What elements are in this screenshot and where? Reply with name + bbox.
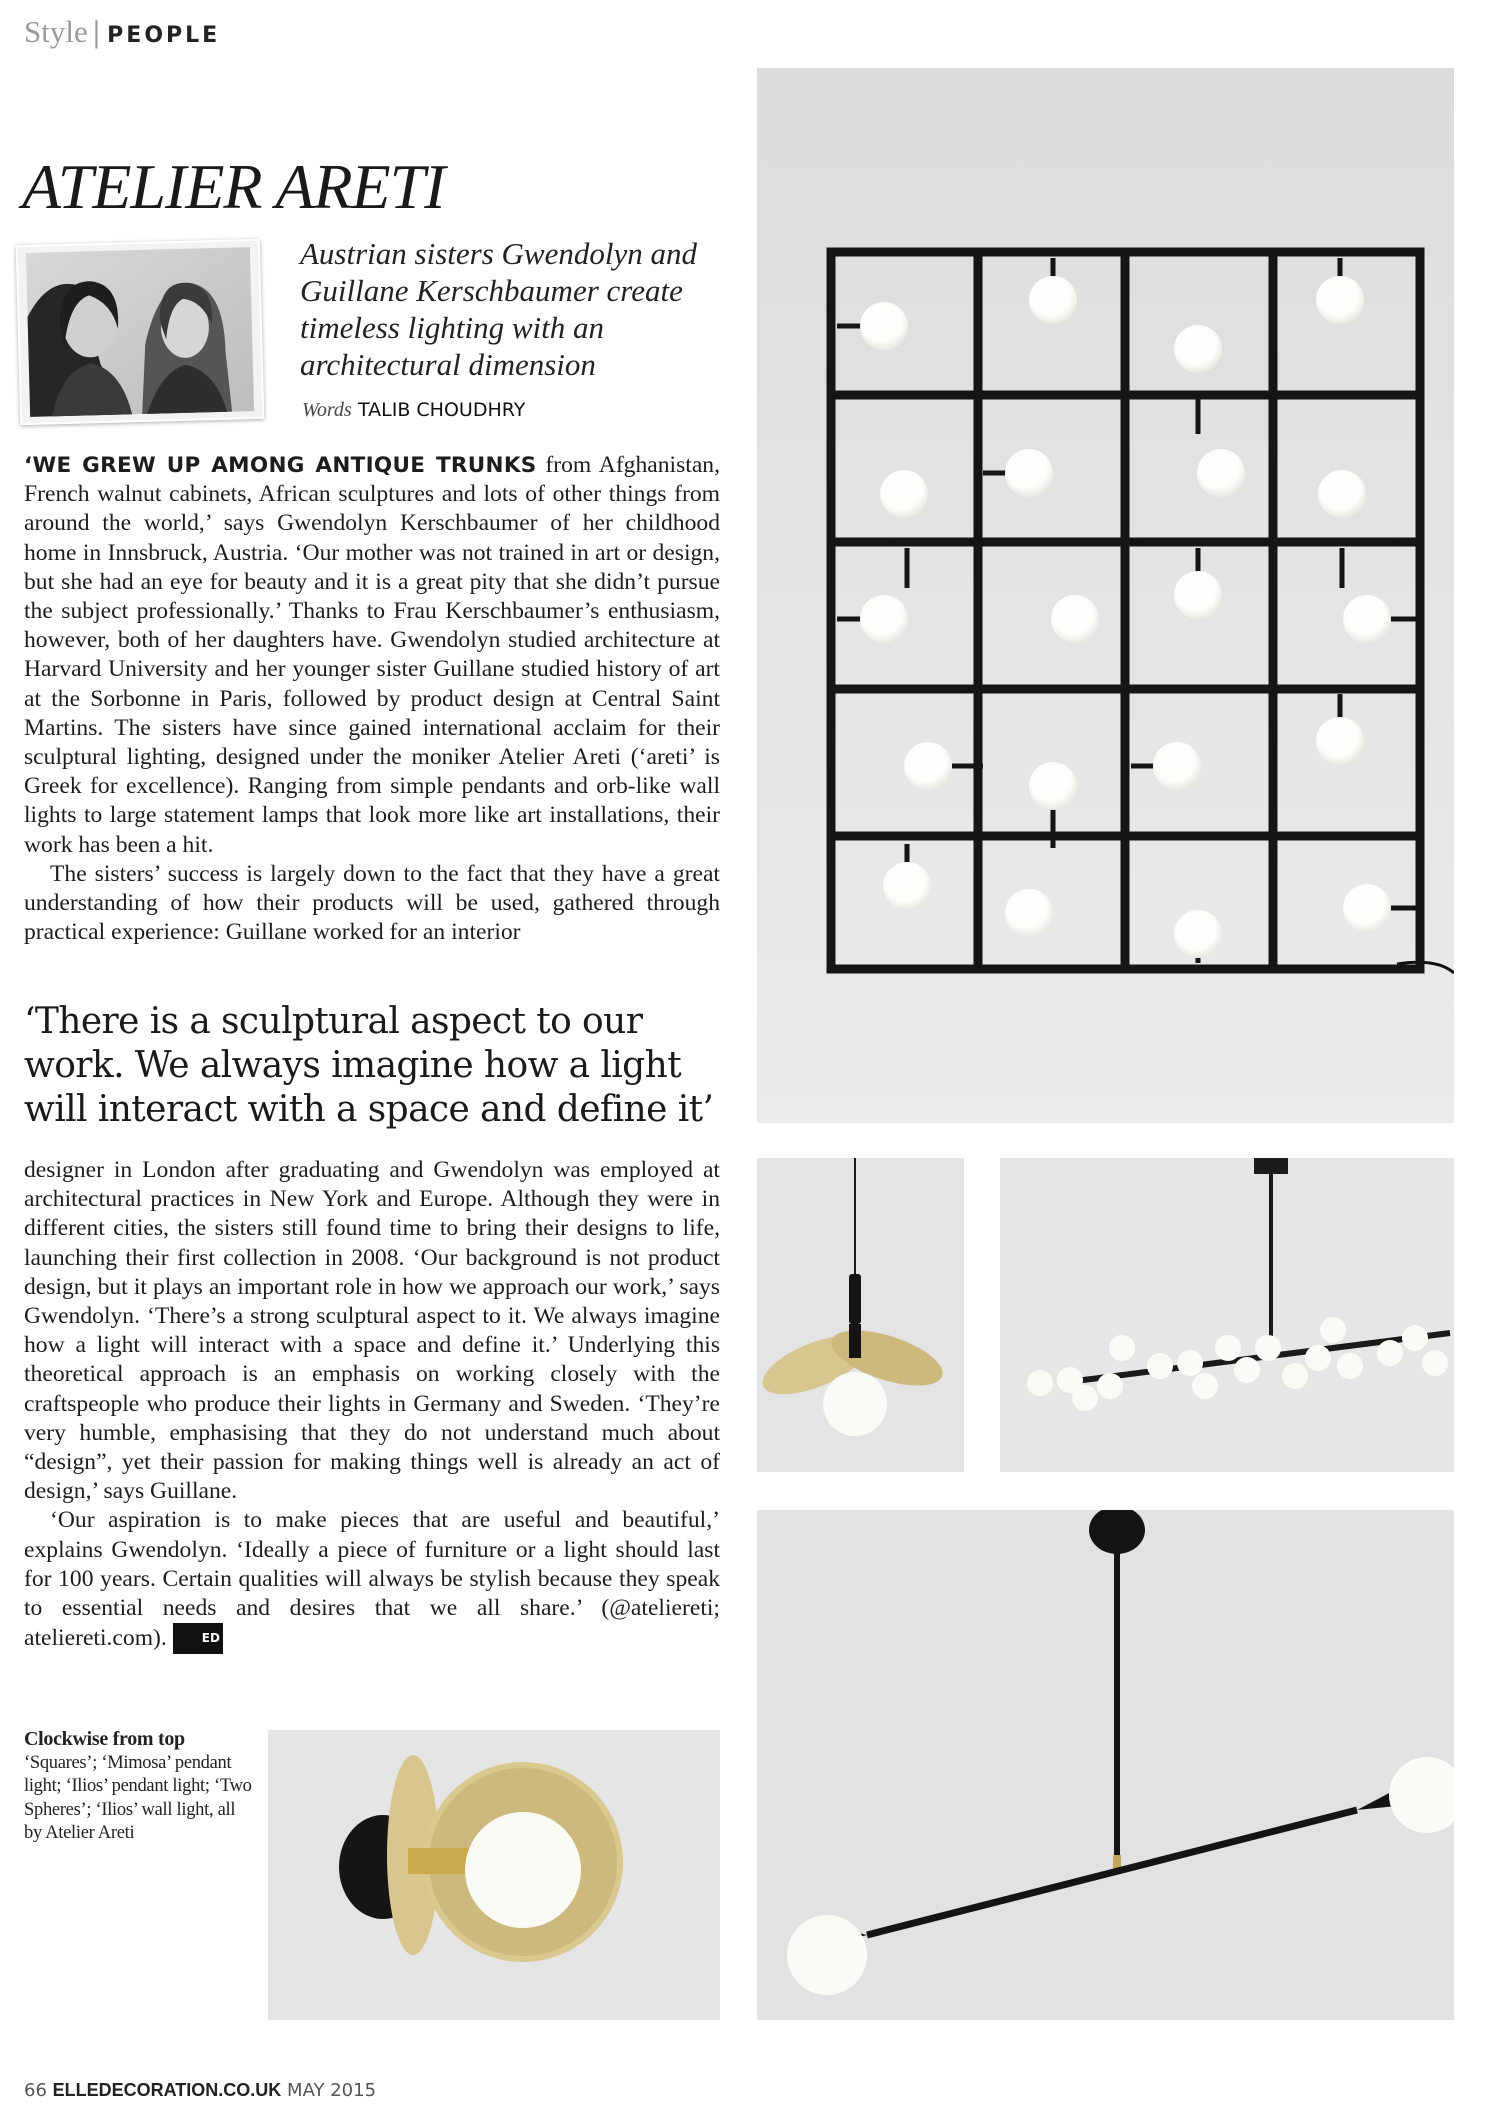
two-spheres-photo bbox=[757, 1510, 1454, 2020]
byline-label: Words bbox=[302, 399, 352, 421]
page-footer bbox=[24, 2080, 376, 2101]
paragraph-3-text: designer in London after graduating and Gwendolyn was employed at architectural practices in New York and Europe. Although they were in different cities, the sisters still found time to bring their designs to life, launching their first collection in 2008. ‘Our background is not product design, but it plays an important role in how we approach our work,’ says Gwendolyn. ‘There’s a strong sculptural aspect to it. We always imagine how a light will interact with a space and define it.’ Underlying this theoretical approach is an emphasis on working closely with the craftspeople who produce their lights in Germany and Sweden. ‘They’re very humble, emphasising that they do not understand much about “design”, yet their passion for making things well is already an act of design,’ says Guillane. bbox=[24, 1157, 720, 1505]
portrait-photo bbox=[16, 239, 265, 425]
website: ELLEDECORATION.CO.UK bbox=[52, 2080, 282, 2100]
photo-caption bbox=[24, 1728, 254, 1846]
body-text-top bbox=[24, 451, 720, 947]
standfirst: Austrian sisters Gwendolyn and Guillane Kerschbaumer create timeless lighting with an architectural dimension bbox=[300, 236, 697, 382]
lead-in: ‘WE GREW UP AMONG ANTIQUE TRUNKS bbox=[24, 453, 537, 478]
byline-author: TALIB CHOUDHRY bbox=[358, 399, 526, 421]
section-separator: | bbox=[91, 16, 102, 49]
ilios-wall-light-photo bbox=[268, 1730, 720, 2020]
section-name: Style bbox=[24, 14, 88, 49]
paragraph-1-text: from Afghanistan, French walnut cabinets, African sculptures and lots of other things from around the world,’ says Gwendolyn Kerschbaumer of her childhood home in Innsbruck, Austria. ‘Our mother was not trained in art or design, but she had an eye for beauty and it is a great pity that she didn’t pursue the subject professionally.’ Thanks to Frau Kerschbaumer’s enthusiasm, however, both of her daughters have. Gwendolyn studied architecture at Harvard University and her younger sister Guillane studied history of art at the Sorbonne in Paris, followed by product design at Central Saint Martins. The sisters have since gained international acclaim for their sculptural lighting, designed under the moniker Atelier Areti (‘areti’ is Greek for excellence). Ranging from simple pendants and orb-like wall lights to large statement lamps that look more like art installations, their work has been a hit. bbox=[24, 452, 720, 858]
body-paragraph bbox=[24, 1506, 720, 1654]
subsection-name: PEOPLE bbox=[107, 23, 221, 48]
caption-text: ‘Squares’; ‘Mimosa’ pendant light; ‘Ilios’ pendant light; ‘Two Spheres’; ‘Ilios’ wall light, all by Atelier Areti bbox=[24, 1752, 252, 1843]
body-paragraph bbox=[24, 451, 720, 860]
squares-light-photo bbox=[757, 68, 1454, 1123]
byline bbox=[302, 397, 525, 422]
caption-heading: Clockwise from top bbox=[24, 1728, 185, 1750]
section-header bbox=[24, 14, 220, 50]
body-text-bottom bbox=[24, 1156, 720, 1654]
paragraph-4-text: ‘Our aspiration is to make pieces that are useful and beautiful,’ explains Gwendolyn. ‘Ideally a piece of furniture or a light should last for 100 years. Certain qualities will always be stylish because they speak to essential needs and desires that we all share.’ (@ateliereti; ateliereti.com). bbox=[24, 1507, 720, 1652]
article-title: ATELIER ARETI bbox=[22, 151, 445, 222]
page-number: 66 bbox=[24, 2080, 47, 2101]
pull-quote: ‘There is a sculptural aspect to our work. We always imagine how a light will interact with a space and define it’ bbox=[24, 1001, 714, 1130]
ilios-pendant-photo bbox=[1000, 1158, 1454, 1472]
end-mark: ED bbox=[173, 1623, 223, 1654]
paragraph-2-text: The sisters’ success is largely down to the fact that they have a great understanding of how their products will be used, gathered through practical experience: Guillane worked for an interior bbox=[24, 860, 720, 946]
mimosa-light-photo bbox=[757, 1158, 964, 1472]
issue-date: MAY 2015 bbox=[287, 2080, 377, 2101]
